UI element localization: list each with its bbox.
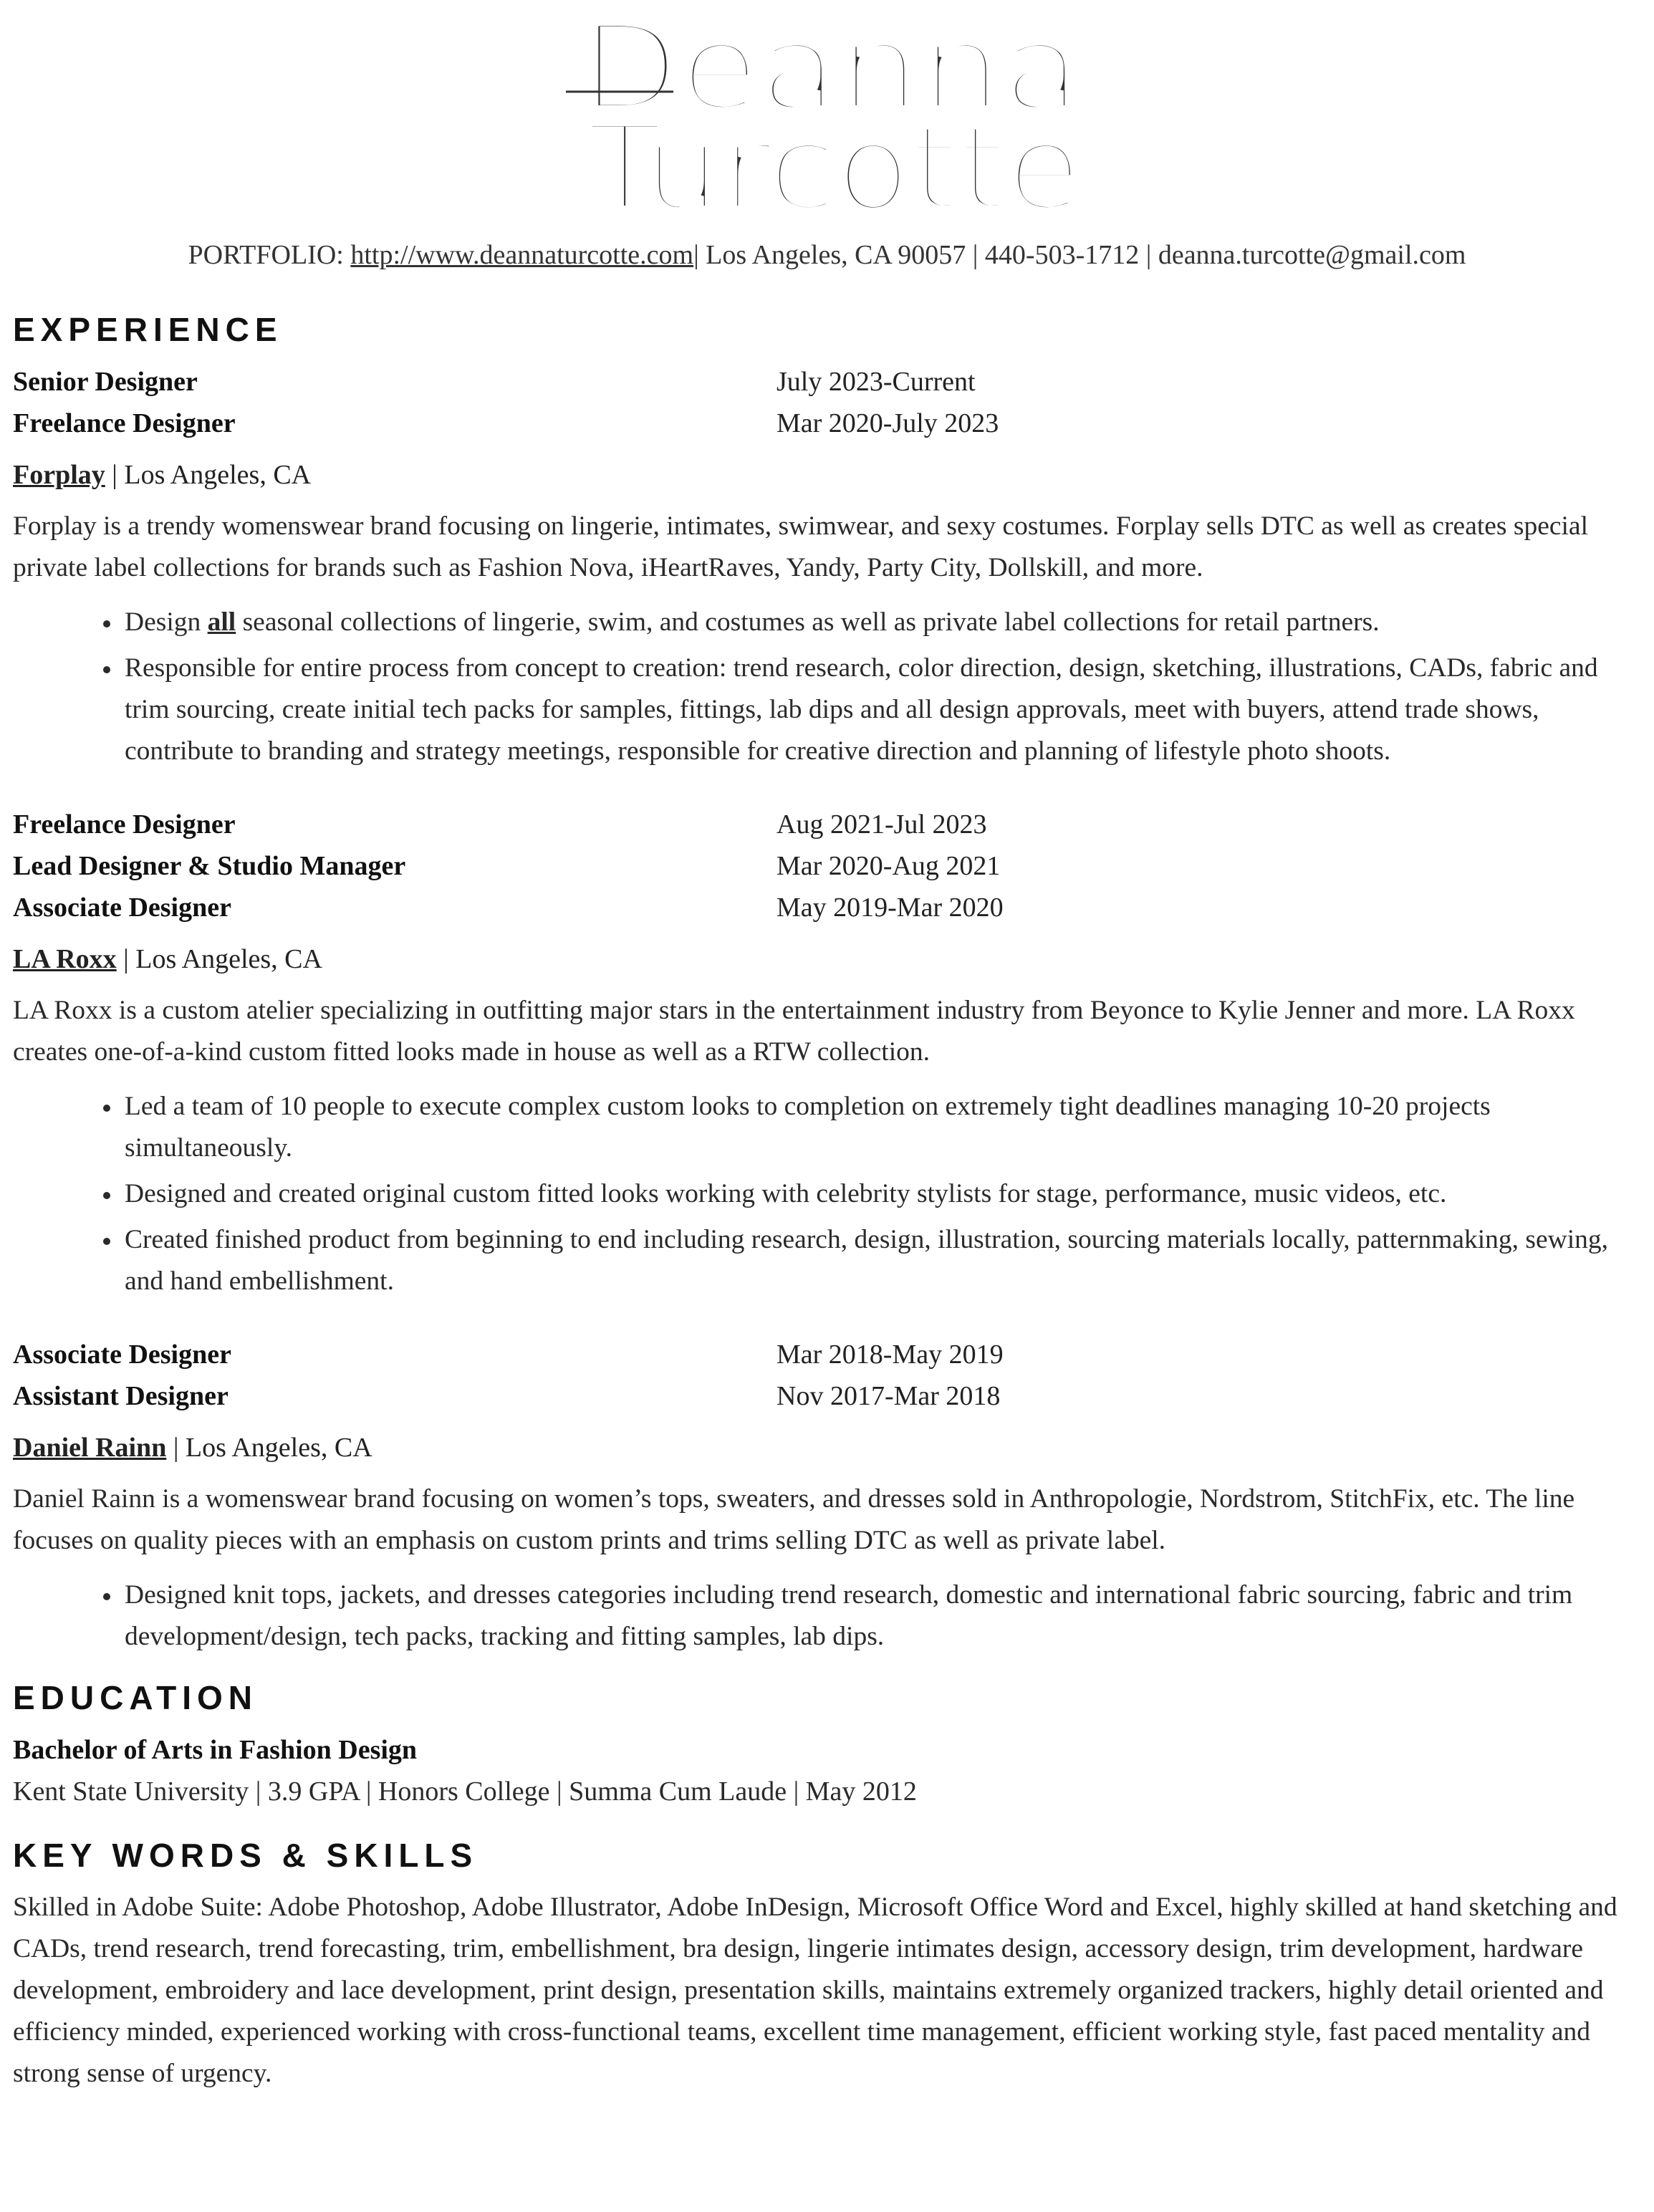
role-row [13,1375,1639,1417]
company-line [13,938,1639,980]
role-row [13,887,1639,928]
role-dates: Aug 2021-Jul 2023 [776,809,987,840]
company-description: LA Roxx is a custom atelier specializing in outfitting major stars in the entertainment industry from Beyonce to Kylie Jenner and more. LA Roxx creates one-of-a-kind custom fitted looks made in house as well as a RTW collection. [13,996,1575,1067]
job-daniel-rainn [13,1334,1639,1658]
experience-heading: EXPERIENCE [13,311,283,348]
role-dates: July 2023-Current [776,367,976,397]
education-heading: EDUCATION [13,1679,259,1716]
name-logo-svg [566,0,1096,215]
portfolio-label: PORTFOLIO: [188,240,351,270]
company-name: Daniel Rainn [13,1433,167,1463]
role-dates: Mar 2020-Aug 2021 [776,851,1001,881]
bullet-item: • Designed knit tops, jackets, and dresses categories including trend research, domestic and international fabric sourcing, fabric and trim development/design, tech packs, tracking and fitting samples, lab dips. [122,1574,1639,1658]
company-description: Daniel Rainn is a womenswear brand focusing on women’s tops, sweaters, and dresses sold in Anthropologie, Nordstrom, StitchFix, etc. The line focuses on quality pieces with an emphasis on custom prints and trims selling DTC as well as private label. [13,1484,1575,1555]
company-description: Forplay is a trendy womenswear brand focusing on lingerie, intimates, swimwear, and sexy costumes. Forplay sells DTC as well as creates special private label collections for brands such as Fashion Nova, iHeartRaves, Yandy, Party City, Dollskill, and more. [13,511,1588,582]
bullet-item: • Responsible for entire process from concept to creation: trend research, color direction, design, sketching, illustrations, CADs, fabric and trim sourcing, create initial tech packs for samples, fittings, lab dips and all design approvals, meet with buyers, attend trade shows, contribute to branding and strategy meetings, responsible for creative direction and planning of lifestyle photo shoots. [122,648,1639,772]
company-line [13,1427,1639,1468]
resume-content [13,308,1639,2095]
role-row [13,804,1639,845]
role-row [13,403,1639,444]
skills-heading: KEY WORDS & SKILLS [13,1837,479,1874]
company-location: | Los Angeles, CA [166,1433,372,1463]
skills-text: Skilled in Adobe Suite: Adobe Photoshop, Adobe Illustrator, Adobe InDesign, Microsoft Office Word and Excel, highly skilled at hand sketching and CADs, trend research, trend forecasting, trim, embellishment, bra design, lingerie intimates design, accessory design, trim development, hardware development, embroidery and lace development, print design, presentation skills, maintains extremely organized trackers, highly detail oriented and efficiency minded, experienced working with cross-functional teams, excellent time management, efficient working style, fast paced mentality and strong sense of urgency. [13,1893,1617,2088]
logo-first-name: Deanna [580,1,1082,135]
degree-title: Bachelor of Arts in Fashion Design [13,1735,418,1765]
role-title: Associate Designer [13,1340,231,1370]
bullet-item: • Created finished product from beginning to end including research, design, illustration, sourcing materials locally, patternmaking, sewing, and hand embellishment. [122,1219,1639,1302]
bullet-item: • Led a team of 10 people to execute complex custom looks to completion on extremely tight deadlines managing 10-20 projects simultaneously. [122,1086,1639,1169]
role-dates: May 2019-Mar 2020 [776,893,1004,923]
bullet-list [13,1574,1639,1658]
role-title: Associate Designer [13,893,231,923]
bullet-emphasis: all [207,607,236,637]
role-title: Assistant Designer [13,1381,229,1411]
contact-line [0,235,1654,275]
company-location: | Los Angeles, CA [116,944,322,974]
bullet-item [122,602,1639,643]
role-row [13,845,1639,887]
company-location: | Los Angeles, CA [105,460,312,490]
education-details: Kent State University | 3.9 GPA | Honors College | Summa Cum Laude | May 2012 [13,1776,917,1807]
bullet-text: seasonal collections of lingerie, swim, and costumes as well as private label collections for retail partners. [236,607,1380,637]
role-dates: Nov 2017-Mar 2018 [776,1381,1001,1411]
role-title: Freelance Designer [13,408,236,438]
bullet-list [13,602,1639,772]
bullet-item: • Designed and created original custom fitted looks working with celebrity stylists for stage, performance, music videos, etc. [122,1173,1639,1215]
role-row [13,361,1639,403]
company-name: Forplay [13,460,105,490]
role-row [13,1334,1639,1375]
job-la-roxx [13,804,1639,1302]
company-line [13,454,1639,496]
logo-last-name: Turcotte [587,101,1082,215]
job-forplay [13,361,1639,772]
bullet-list [13,1086,1639,1302]
bullet-text: Design [125,607,208,637]
role-title: Lead Designer & Studio Manager [13,851,406,881]
contact-details: | Los Angeles, CA 90057 | 440-503-1712 | deanna.turcotte@gmail.com [693,240,1466,270]
portfolio-link[interactable]: http://www.deannaturcotte.com [350,240,694,270]
role-title: Senior Designer [13,367,198,397]
role-title: Freelance Designer [13,809,236,840]
role-dates: Mar 2020-July 2023 [776,408,999,438]
name-logo [566,0,1096,215]
role-dates: Mar 2018-May 2019 [776,1340,1004,1370]
company-name: LA Roxx [13,944,117,974]
education-entry [13,1729,1639,1812]
